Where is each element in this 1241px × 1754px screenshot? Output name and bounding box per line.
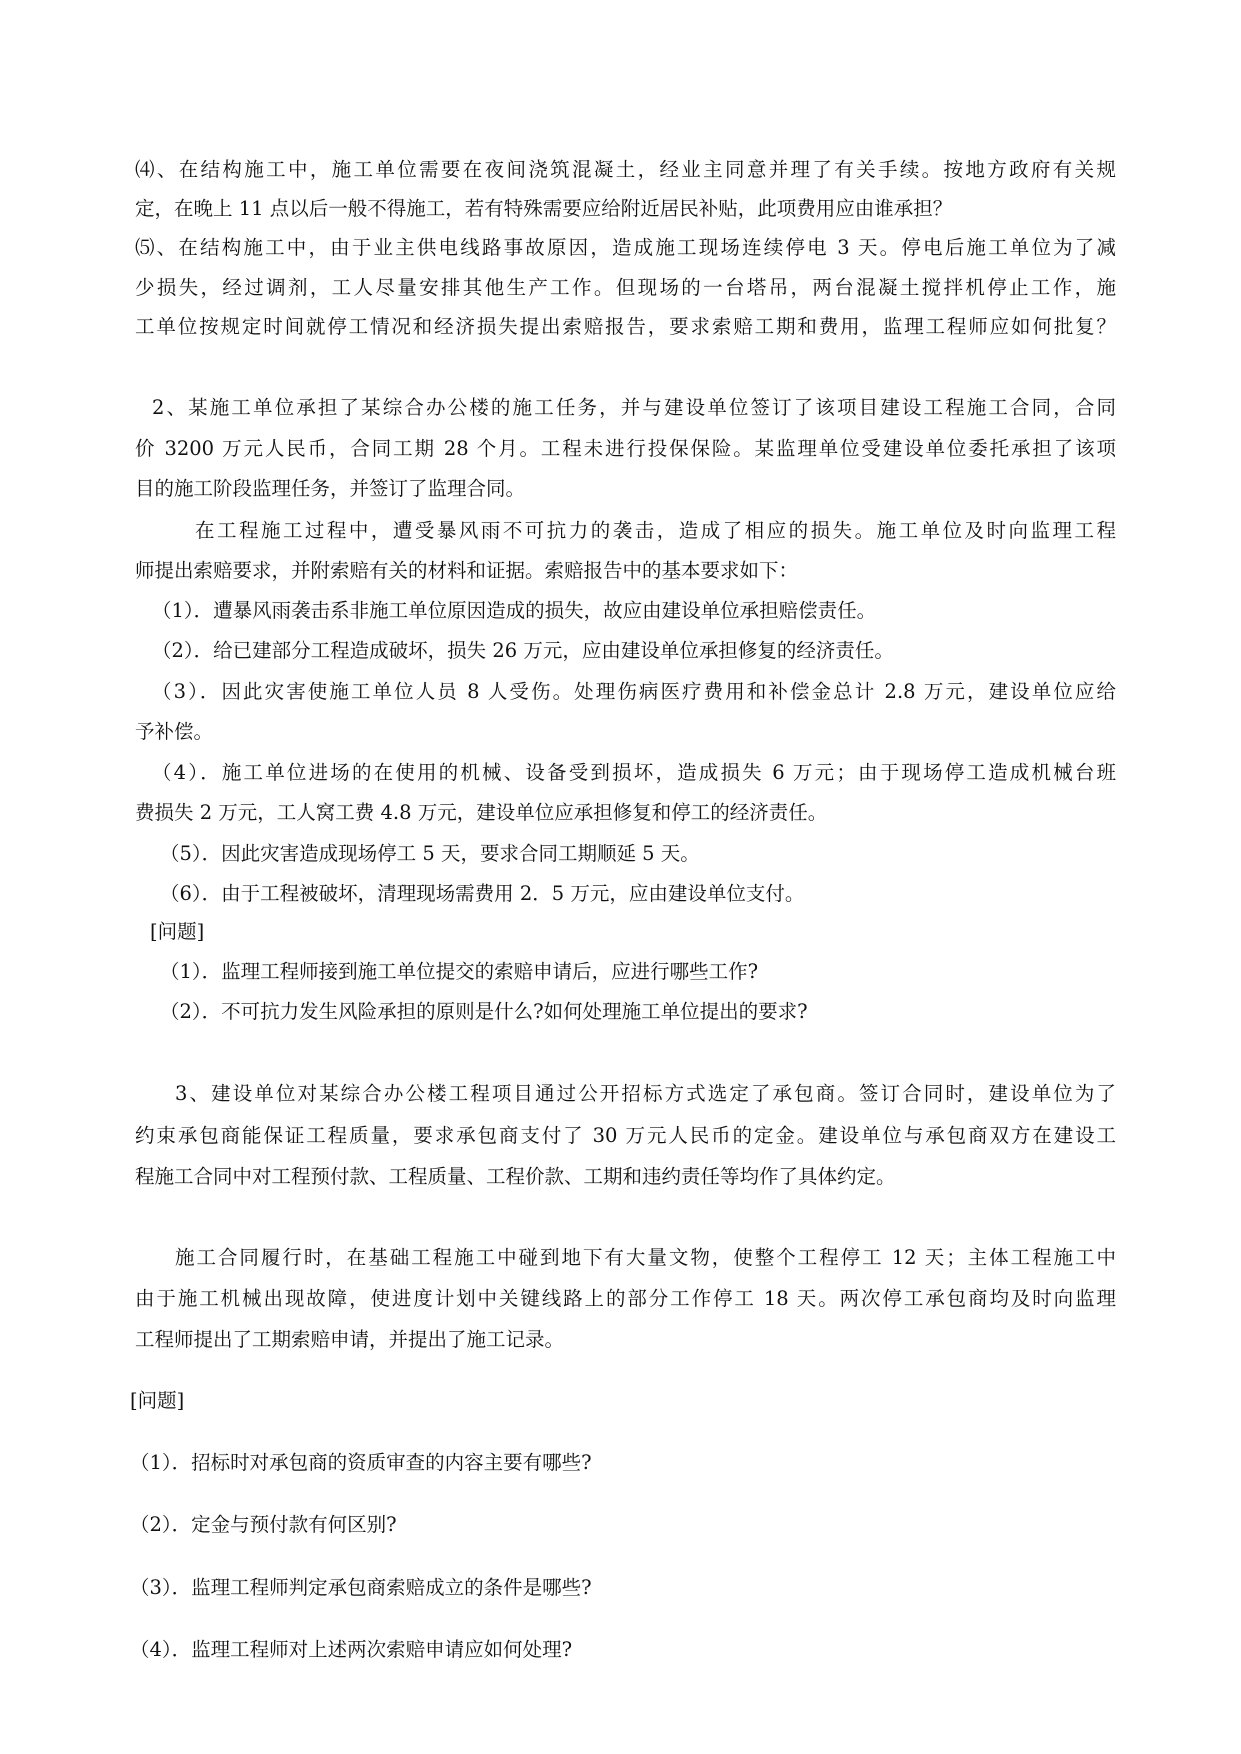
claim-item-4-line-1: （4）．施工单位进场的在使用的机械、设备受到损坏，造成损失 6 万元；由于现场停工造成机械台班 [152, 761, 1116, 784]
case-2-intro-line-1: 2、某施工单位承担了某综合办公楼的施工任务，并与建设单位签订了该项目建设工程施工合同，合同 [152, 396, 1116, 419]
case-2-paragraph-line-1: 在工程施工过程中，遭受暴风雨不可抗力的袭击，造成了相应的损失。施工单位及时向监理工程 [195, 519, 1116, 542]
question-5-line-1: ⑸、在结构施工中，由于业主供电线路事故原因，造成施工现场连续停电 3 天。停电后施工单位为了减 [135, 236, 1116, 259]
question-4-line-2: 定，在晚上 11 点以后一般不得施工，若有特殊需要应给附近居民补贴，此项费用应由谁承担？ [135, 197, 953, 220]
claim-item-3-line-1: （3）．因此灾害使施工单位人员 8 人受伤。处理伤病医疗费用和补偿金总计 2.8 万元，建设单位应给 [152, 680, 1116, 703]
case-3-intro-line-1: 3、建设单位对某综合办公楼工程项目通过公开招标方式选定了承包商。签订合同时，建设单位为了 [175, 1082, 1116, 1105]
case-3-paragraph-line-2: 由于施工机械出现故障，使进度计划中关键线路上的部分工作停工 18 天。两次停工承包商均及时向监理 [135, 1287, 1116, 1310]
case-2-question-1: （1）．监理工程师接到施工单位提交的索赔申请后，应进行哪些工作? [160, 960, 759, 983]
case-2-intro-line-3: 目的施工阶段监理任务，并签订了监理合同。 [135, 477, 526, 500]
case-2-intro-line-2: 价 3200 万元人民币，合同工期 28 个月。工程未进行投保保险。某监理单位受建设单位委托承担了该项 [135, 437, 1116, 460]
case-2-questions-heading: [问题] [150, 920, 205, 943]
case-3-paragraph-line-3: 工程师提出了工期索赔申请，并提出了施工记录。 [135, 1328, 565, 1351]
claim-item-3-line-2: 予补偿。 [135, 720, 214, 743]
question-5-line-3: 工单位按规定时间就停工情况和经济损失提出索赔报告，要求索赔工期和费用，监理工程师应如何批复？ [135, 315, 1116, 338]
case-3-intro-line-3: 程施工合同中对工程预付款、工程质量、工程价款、工期和违约责任等均作了具体约定。 [135, 1165, 896, 1188]
claim-item-4-line-2: 费损失 2 万元，工人窝工费 4.8 万元，建设单位应承担修复和停工的经济责任。 [135, 801, 828, 824]
claim-item-1: （1）．遭暴风雨袭击系非施工单位原因造成的损失，故应由建设单位承担赔偿责任。 [152, 599, 877, 622]
case-3-intro-line-2: 约束承包商能保证工程质量，要求承包商支付了 30 万元人民币的定金。建设单位与承包商双方在建设工 [135, 1124, 1116, 1147]
claim-item-5: （5）．因此灾害造成现场停工 5 天，要求合同工期顺延 5 天。 [160, 842, 700, 865]
question-4-line-1: ⑷、在结构施工中，施工单位需要在夜间浇筑混凝土，经业主同意并理了有关手续。按地方政府有关规 [135, 158, 1116, 181]
claim-item-2: （2）．给已建部分工程造成破坏，损失 26 万元，应由建设单位承担修复的经济责任。 [152, 639, 894, 662]
case-2-question-2: （2）．不可抗力发生风险承担的原则是什么?如何处理施工单位提出的要求? [160, 1000, 808, 1023]
case-3-paragraph-line-1: 施工合同履行时，在基础工程施工中碰到地下有大量文物，使整个工程停工 12 天；主体工程施工中 [175, 1246, 1116, 1269]
case-3-question-4: （4）．监理工程师对上述两次索赔申请应如何处理? [130, 1638, 573, 1661]
case-3-questions-heading: [问题] [130, 1389, 185, 1412]
claim-item-6: （6）．由于工程被破坏，清理现场需费用 2．5 万元，应由建设单位支付。 [160, 882, 805, 905]
case-3-question-2: （2）．定金与预付款有何区别? [130, 1513, 397, 1536]
case-3-question-1: （1）．招标时对承包商的资质审查的内容主要有哪些? [130, 1451, 592, 1474]
case-2-paragraph-line-2: 师提出索赔要求，并附索赔有关的材料和证据。索赔报告中的基本要求如下： [135, 559, 799, 582]
question-5-line-2: 少损失，经过调剂，工人尽量安排其他生产工作。但现场的一台塔吊，两台混凝土搅拌机停止工作，施 [135, 276, 1116, 299]
case-3-question-3: （3）．监理工程师判定承包商索赔成立的条件是哪些? [130, 1576, 592, 1599]
